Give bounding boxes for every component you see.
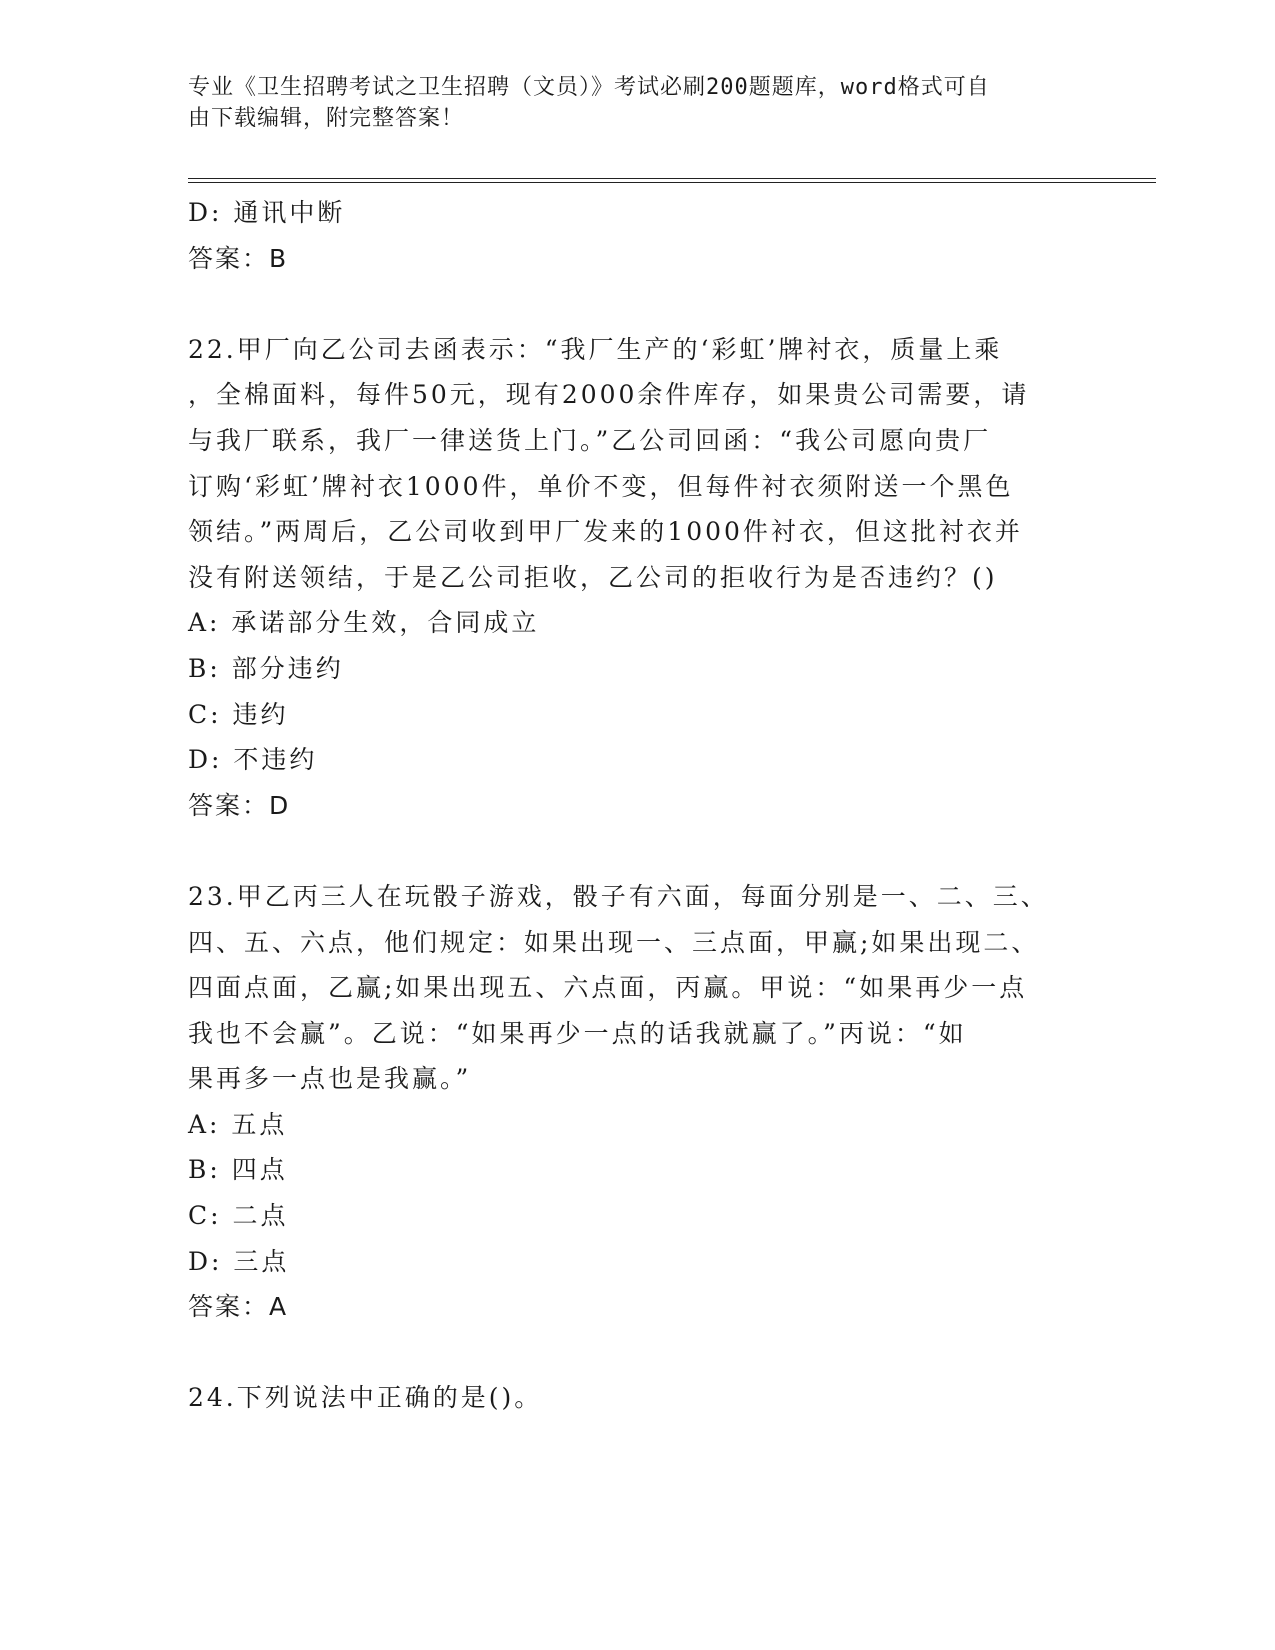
option-d-prev: D: 通讯中断 — [188, 198, 346, 227]
question-22-option-a: A: 承诺部分生效，合同成立 — [188, 608, 540, 638]
question-23-option-c: C: 二点 — [188, 1201, 289, 1231]
question-22 — [188, 327, 1088, 829]
spacer — [188, 828, 1088, 874]
spacer — [188, 1330, 1088, 1376]
question-22-option-c: C: 违约 — [188, 699, 289, 729]
question-23-option-d: D: 三点 — [188, 1246, 290, 1276]
question-22-line: 订购‘彩虹’牌衬衣1000件，单价不变，但每件衬衣须附送一个黑色 — [188, 471, 1014, 501]
question-24 — [188, 1375, 1088, 1421]
question-23-answer: 答案：A — [188, 1292, 289, 1322]
question-23-line: 四面点面，乙赢;如果出现五、六点面，丙赢。甲说：“如果再少一点 — [188, 973, 1028, 1003]
question-22-line: 没有附送领结，于是乙公司拒收，乙公司的拒收行为是否违约？() — [188, 562, 998, 592]
question-22-answer: 答案：D — [188, 790, 291, 820]
header-line-2: 由下载编辑，附完整答案！ — [188, 106, 465, 131]
question-23-option-a: A: 五点 — [188, 1109, 288, 1139]
question-content — [188, 190, 1088, 1421]
question-22-option-b: B: 部分违约 — [188, 653, 344, 683]
question-23-line: 果再多一点也是我赢。” — [188, 1064, 472, 1094]
spacer — [188, 281, 1088, 327]
question-24-line: 24.下列说法中正确的是()。 — [188, 1383, 543, 1413]
question-22-line: 与我厂联系，我厂一律送货上门。”乙公司回函：“我公司愿向贵厂 — [188, 425, 992, 455]
question-23-line: 我也不会赢”。乙说：“如果再少一点的话我就赢了。”丙说：“如 — [188, 1018, 967, 1048]
header-line-1: 专业《卫生招聘考试之卫生招聘（文员）》考试必刷200题题库，word格式可自 — [188, 75, 990, 100]
page-header — [188, 72, 1088, 134]
question-22-line: 22.甲厂向乙公司去函表示：“我厂生产的‘彩虹’牌衬衣，质量上乘 — [188, 334, 1003, 364]
question-22-line: 领结。”两周后，乙公司收到甲厂发来的1000件衬衣，但这批衬衣并 — [188, 517, 1023, 547]
question-22-line: ，全棉面料，每件50元，现有2000余件库存，如果贵公司需要，请 — [188, 380, 1030, 410]
question-23-option-b: B: 四点 — [188, 1155, 288, 1185]
question-23-line: 23.甲乙丙三人在玩骰子游戏，骰子有六面，每面分别是一、二、三、 — [188, 881, 1049, 911]
header-divider-top — [188, 178, 1156, 179]
question-22-option-d: D: 不违约 — [188, 745, 318, 775]
question-23 — [188, 874, 1088, 1330]
header-divider-bottom — [188, 182, 1156, 183]
answer-prev: 答案：B — [188, 243, 289, 273]
question-23-line: 四、五、六点，他们规定：如果出现一、三点面，甲赢;如果出现二、 — [188, 927, 1040, 957]
